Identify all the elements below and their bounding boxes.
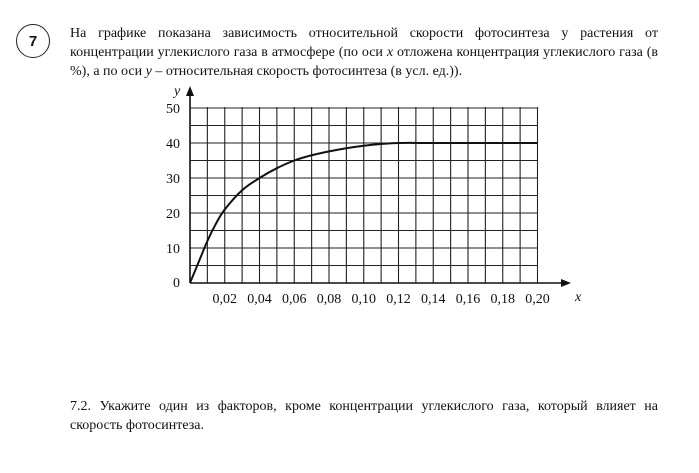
- y-tick-label: 40: [166, 137, 180, 152]
- question-y-var: y: [145, 64, 152, 79]
- y-axis-arrow: [186, 86, 194, 96]
- y-axis-label: y: [174, 84, 181, 99]
- question-number-text: 7: [28, 32, 38, 50]
- x-tick-label: 0,08: [316, 292, 342, 307]
- x-tick-label: 0,12: [386, 292, 411, 307]
- x-tick-label: 0,16: [455, 292, 481, 307]
- x-tick-label: 0,18: [490, 292, 515, 307]
- x-tick-label: 0,14: [421, 292, 446, 307]
- x-axis-arrow: [561, 279, 571, 287]
- x-tick-label: 0,06: [282, 292, 307, 307]
- x-axis-label: x: [575, 290, 582, 305]
- subquestion-text: 7.2. Укажите один из факторов, кроме концентрации углекислого газа, который влияет на скорость фотосинтеза.: [70, 399, 658, 433]
- y-tick-label: 30: [166, 172, 180, 187]
- question-text-part2: отложена концентрация углекислого газа (в %), а по оси: [70, 45, 658, 79]
- origin-label: 0: [173, 276, 180, 291]
- x-tick-label: 0,04: [247, 292, 272, 307]
- x-tick-label: 0,10: [351, 292, 376, 307]
- x-tick-label: 0,20: [525, 292, 550, 307]
- question-x-var: x: [386, 45, 394, 60]
- y-tick-label: 50: [166, 102, 180, 117]
- y-tick-label: 10: [166, 242, 180, 257]
- y-tick-label: 20: [166, 207, 180, 222]
- question-text-part1: На графике показана зависимость относительной скорости фотосинтеза у растения от концентрации углекислого газа в атмосфере (по оси: [70, 26, 658, 60]
- chart-axes: [186, 86, 571, 287]
- x-tick-label: 0,02: [212, 292, 237, 307]
- question-text-part3: – относительная скорость фотосинтеза (в усл. ед.)).: [151, 64, 463, 79]
- chart-grid: [190, 107, 538, 283]
